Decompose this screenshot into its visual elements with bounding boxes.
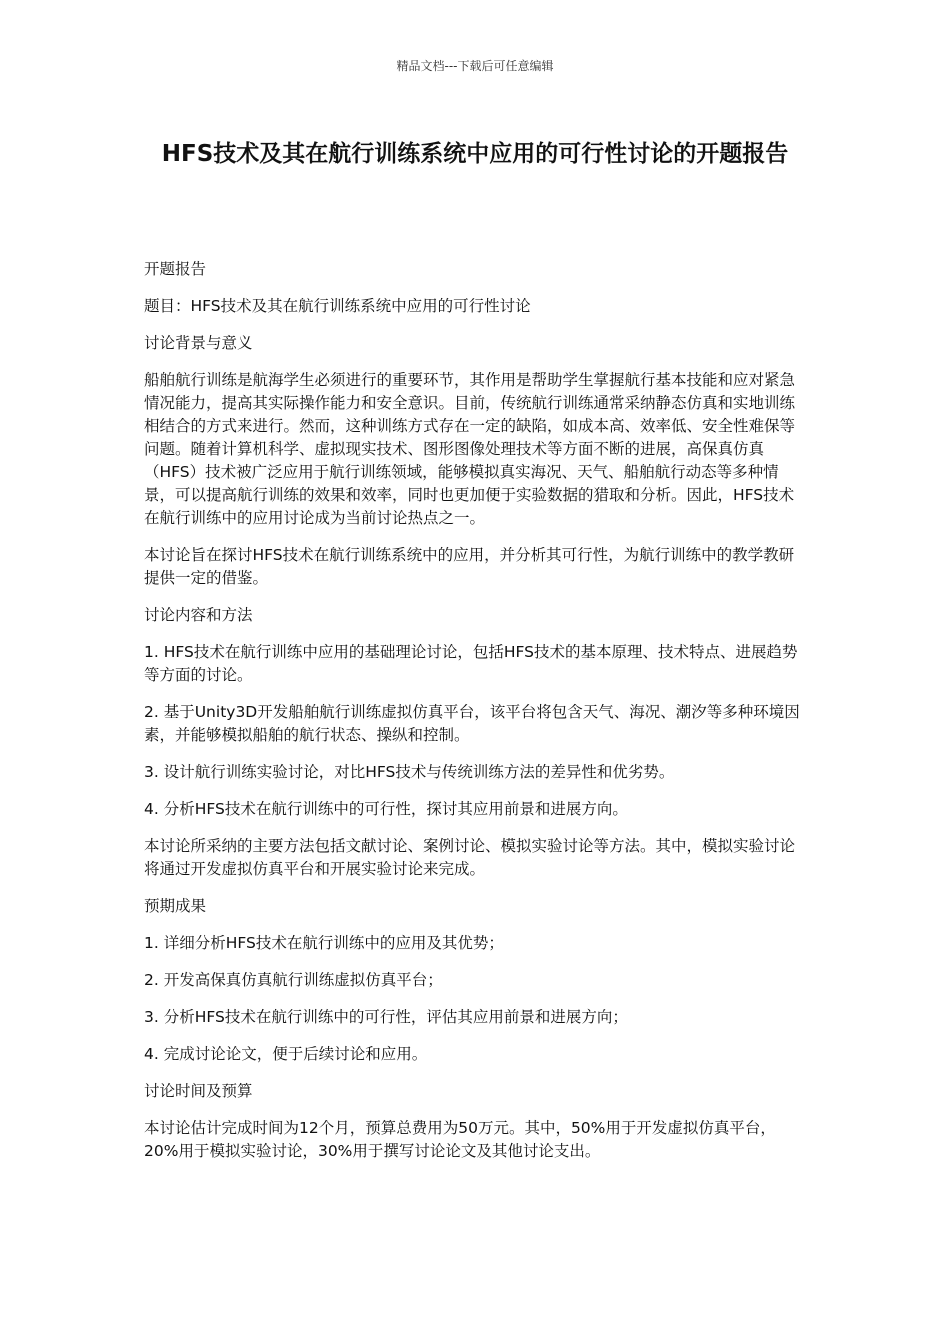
content-item-1: 1. HFS技术在航行训练中应用的基础理论讨论，包括HFS技术的基本原理、技术特点、进展趋势等方面的讨论。 [144, 643, 798, 684]
document-body [144, 258, 808, 1177]
result-item-2: 2. 开发高保真仿真航行训练虚拟仿真平台； [144, 971, 443, 989]
content-item-4: 4. 分析HFS技术在航行训练中的可行性，探讨其应用前景和进展方向。 [144, 800, 628, 818]
section-heading-expected-results: 预期成果 [144, 897, 207, 915]
content-item-3: 3. 设计航行训练实验讨论，对比HFS技术与传统训练方法的差异性和优劣势。 [144, 763, 675, 781]
content-item-2: 2. 基于Unity3D开发船舶航行训练虚拟仿真平台，该平台将包含天气、海况、潮汐等多种环境因素，并能够模拟船舶的航行状态、操纵和控制。 [144, 703, 800, 744]
topic-line: 题目：HFS技术及其在航行训练系统中应用的可行性讨论 [144, 297, 531, 315]
schedule-budget-paragraph: 本讨论估计完成时间为12个月，预算总费用为50万元。其中，50%用于开发虚拟仿真平台，20%用于模拟实验讨论，30%用于撰写讨论论文及其他讨论支出。 [144, 1119, 776, 1160]
page-header-note: 精品文档---下载后可任意编辑 [396, 59, 554, 73]
section-heading-schedule-budget: 讨论时间及预算 [144, 1082, 253, 1100]
section-heading-content-method: 讨论内容和方法 [144, 606, 253, 624]
method-paragraph: 本讨论所采纳的主要方法包括文献讨论、案例讨论、模拟实验讨论等方法。其中，模拟实验讨论将通过开发虚拟仿真平台和开展实验讨论来完成。 [144, 837, 796, 878]
result-item-3: 3. 分析HFS技术在航行训练中的可行性，评估其应用前景和进展方向； [144, 1008, 628, 1026]
result-item-1: 1. 详细分析HFS技术在航行训练中的应用及其优势； [144, 934, 504, 952]
document-title: HFS技术及其在航行训练系统中应用的可行性讨论的开题报告 [161, 141, 789, 167]
background-paragraph: 船舶航行训练是航海学生必须进行的重要环节，其作用是帮助学生掌握航行基本技能和应对紧急情况能力，提高其实际操作能力和安全意识。目前，传统航行训练通常采纳静态仿真和实地训练相结合的方式来进行。然而，这种训练方式存在一定的缺陷，如成本高、效率低、安全性难保等问题。随着计算机科学、虚拟现实技术、图形图像处理技术等方面不断的进展，高保真仿真（HFS）技术被广泛应用于航行训练领域，能够模拟真实海况、天气、船舶航行动态等多种情景，可以提高航行训练的效果和效率，同时也更加便于实验数据的猎取和分析。因此，HFS技术在航行训练中的应用讨论成为当前讨论热点之一。 [144, 371, 796, 527]
purpose-paragraph: 本讨论旨在探讨HFS技术在航行训练系统中的应用，并分析其可行性，为航行训练中的教学教研提供一定的借鉴。 [144, 546, 795, 587]
section-heading-background: 讨论背景与意义 [144, 334, 253, 352]
section-heading-proposal: 开题报告 [144, 260, 207, 278]
result-item-4: 4. 完成讨论论文，便于后续讨论和应用。 [144, 1045, 428, 1063]
